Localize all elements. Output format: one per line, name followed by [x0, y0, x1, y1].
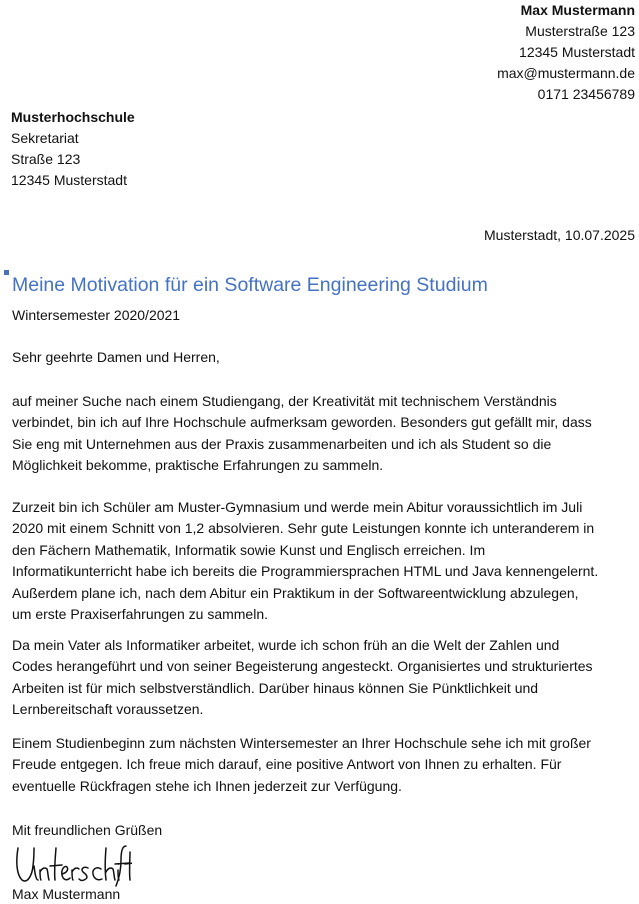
sender-city: 12345 Musterstadt — [519, 44, 635, 60]
paragraph-3 — [12, 635, 637, 721]
sender-email: max@mustermann.de — [497, 65, 635, 81]
paragraph-2 — [12, 497, 637, 625]
paragraph-line: Außerdem plane ich, nach dem Abitur ein Praktikum in der Softwareentwicklung abzulegen, — [12, 584, 579, 601]
paragraph-line: Möglichkeit bekomme, praktische Erfahrungen zu sammeln. — [12, 457, 384, 474]
subject-marker — [4, 270, 9, 275]
paragraph-line: Einem Studienbeginn zum nächsten Wintersemester an Ihrer Hochschule sehe ich mit großer — [12, 735, 591, 751]
paragraph-line: den Fächern Mathematik, Informatik sowie Kunst und Englisch erreichen. Im — [12, 541, 486, 558]
paragraph-line: Codes herangeführt und von seiner Begeisterung angesteckt. Organisiertes und strukturiertes — [12, 658, 593, 675]
letter-date: Musterstadt, 10.07.2025 — [484, 227, 635, 243]
salutation: Sehr geehrte Damen und Herren, — [12, 349, 220, 365]
handwritten-signature — [12, 840, 132, 888]
paragraph-line: Da mein Vater als Informatiker arbeitet, wurde ich schon früh an die Welt der Zahlen und — [12, 637, 560, 653]
recipient-street: Straße 123 — [11, 151, 81, 167]
paragraph-line: Sie eng mit Unternehmen aus der Praxis zusammenarbeiten und ich als Student so die — [12, 435, 552, 452]
letter-subject: Meine Motivation für ein Software Engineering Studium — [12, 274, 488, 296]
sender-phone: 0171 23456789 — [537, 86, 635, 102]
recipient-city: 12345 Musterstadt — [11, 172, 127, 188]
sender-block — [497, 0, 635, 105]
paragraph-line: Zurzeit bin ich Schüler am Muster-Gymnasium und werde mein Abitur voraussichtlich im Juli — [12, 499, 583, 515]
recipient-department: Sekretariat — [11, 130, 79, 146]
paragraph-line: Arbeiten ist für mich selbstverständlich. Darüber hinaus können Sie Pünktlichkeit und — [12, 679, 539, 696]
paragraph-line: Lernbereitschaft voraussetzen. — [12, 701, 204, 718]
paragraph-1 — [12, 391, 637, 477]
paragraph-line: verbindet, bin ich auf Ihre Hochschule aufmerksam geworden. Besonders gut gefällt mir, dass — [12, 414, 592, 431]
semester-line: Wintersemester 2020/2021 — [12, 307, 181, 323]
paragraph-line: Freude entgegen. Ich freue mich darauf, eine positive Antwort von Ihnen zu erhalten. Für — [12, 756, 562, 773]
paragraph-line: Informatikunterricht habe ich bereits die Programmiersprachen HTML und Java kennengelernt. — [12, 563, 599, 580]
signer-name: Max Mustermann — [12, 886, 121, 902]
paragraph-line: auf meiner Suche nach einem Studiengang, der Kreativität mit technischem Verständnis — [12, 393, 557, 409]
sender-street: Musterstraße 123 — [525, 23, 635, 39]
recipient-block — [11, 107, 135, 191]
paragraph-4 — [12, 733, 637, 797]
paragraph-line: eventuelle Rückfragen stehe ich Ihnen jederzeit zur Verfügung. — [12, 777, 402, 794]
paragraph-line: um erste Praxiserfahrungen zu sammeln. — [12, 606, 268, 623]
paragraph-line: 2020 mit einem Schnitt von 1,2 absolvieren. Sehr gute Leistungen konnte ich unteranderem in — [12, 520, 595, 537]
closing-phrase: Mit freundlichen Grüßen — [12, 822, 163, 838]
recipient-org: Musterhochschule — [11, 109, 135, 125]
sender-name: Max Mustermann — [520, 2, 635, 18]
